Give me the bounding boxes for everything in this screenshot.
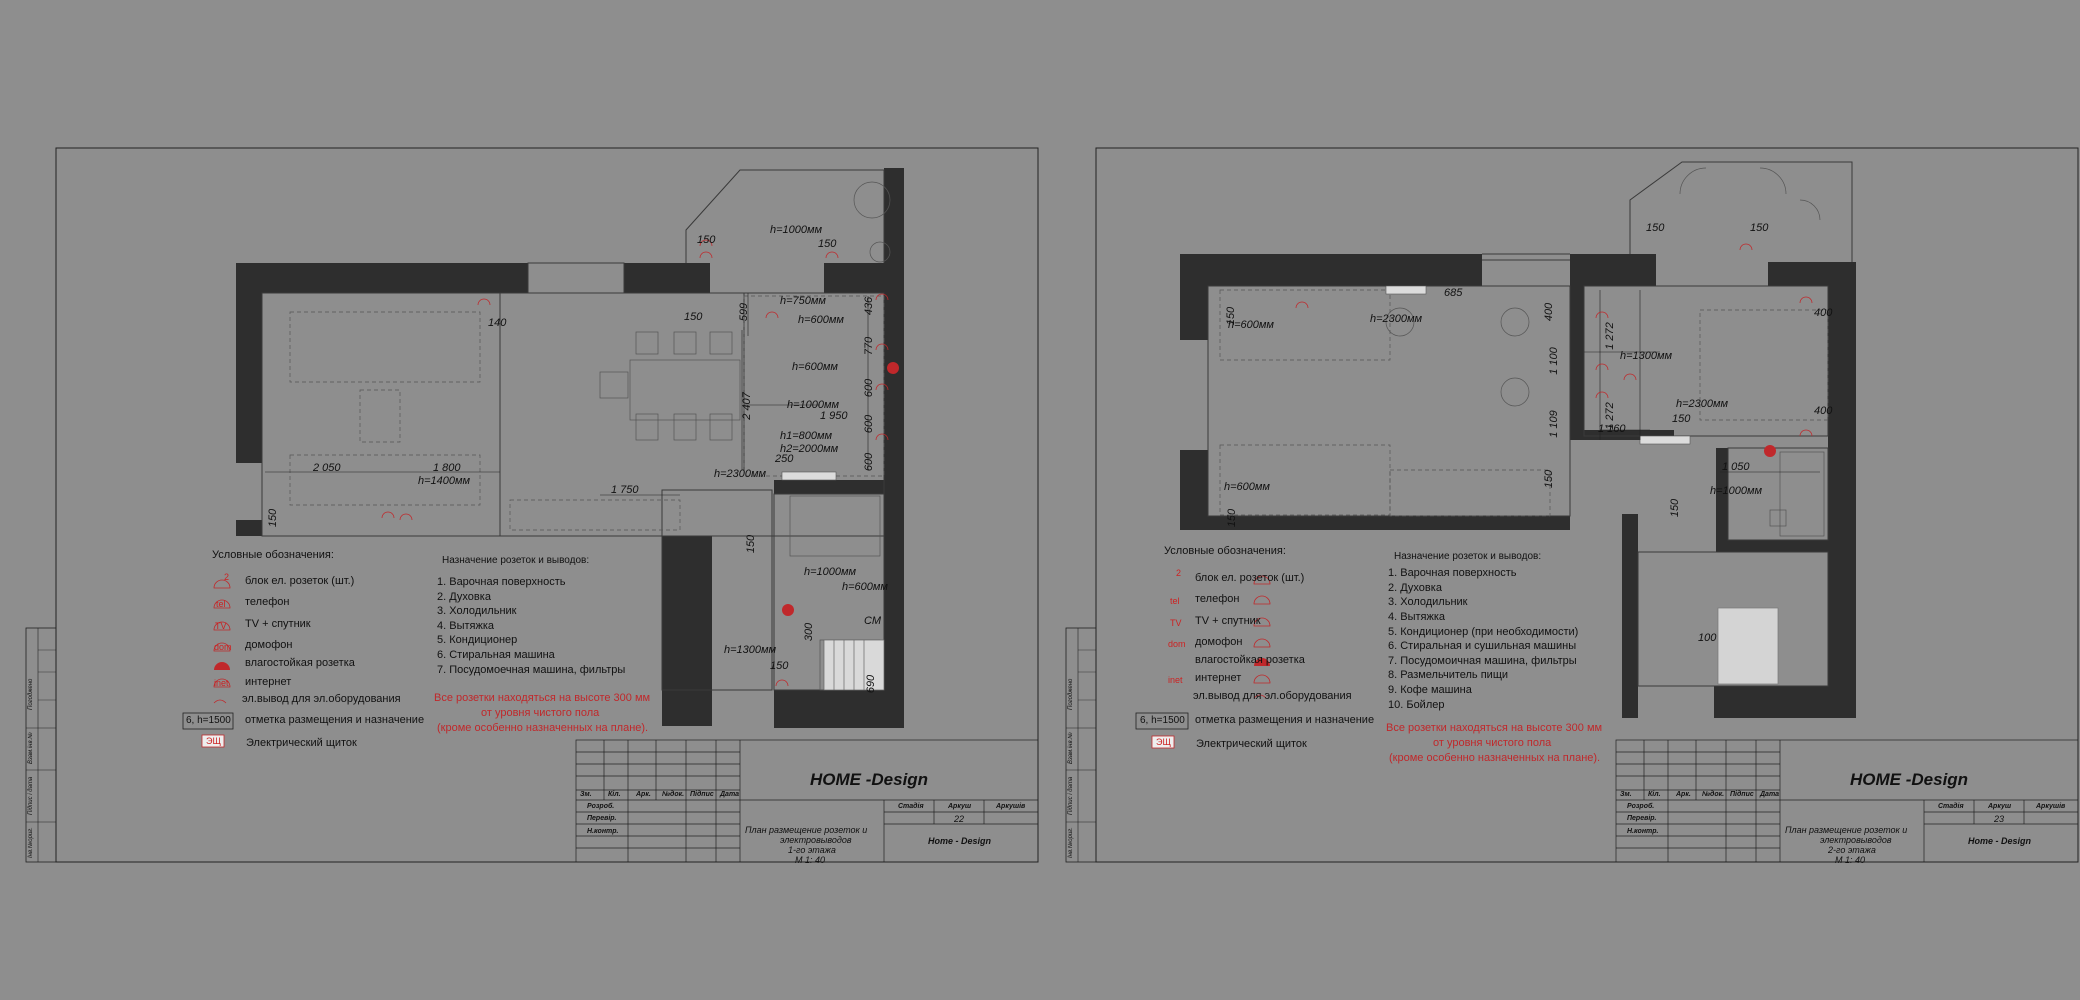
legend-symbol: inet: [1168, 675, 1183, 685]
tb-header: №док.: [662, 791, 685, 798]
dim-label: h=1400мм: [418, 475, 471, 487]
legend-item: влагостойкая розетка: [1195, 654, 1305, 666]
legend-title: Условные обозначения:: [212, 549, 334, 561]
purpose-item: 7. Посудомоечная машина, фильтры: [437, 664, 626, 676]
legend-item: эл.вывод для эл.оборудования: [1193, 690, 1352, 702]
tb-header: Підпис: [690, 791, 714, 798]
dim-label: 400: [1814, 307, 1833, 319]
dim-label: 150: [1672, 413, 1691, 425]
company-name: HOME -Design: [1850, 770, 1969, 789]
legend-symbol: 6, h=1500: [1140, 715, 1185, 726]
dim-label: 150: [267, 508, 280, 528]
dim-label: 1 750: [611, 484, 639, 496]
tb-header: Дата: [1760, 791, 1780, 798]
dim-label: 140: [488, 317, 507, 329]
legend-symbol: TV: [1170, 618, 1182, 628]
dim-label: 150: [745, 534, 758, 554]
dim-label: 150: [684, 311, 703, 323]
side-label: Інв.№ориг.: [1068, 827, 1074, 858]
dim-label: 150: [1669, 498, 1682, 518]
tb-header: Дата: [720, 791, 740, 798]
dim-label: 150: [1225, 306, 1238, 326]
height-note-line: от уровня чистого пола: [1433, 737, 1552, 749]
legend-symbol: inet: [214, 678, 229, 688]
tb-role: Розроб.: [587, 803, 615, 810]
legend-symbol: 6, h=1500: [186, 715, 231, 726]
tb-stage: Аркуш: [1988, 803, 2012, 810]
purpose-item: 1. Варочная поверхность: [437, 576, 566, 588]
purpose-title: Назначение розеток и выводов:: [442, 555, 590, 566]
dim-label: h=2300мм: [714, 468, 767, 480]
legend-symbol: dom: [214, 642, 232, 652]
plan-title-line: План размещение розеток и: [1785, 825, 1908, 835]
dim-label: 600: [863, 414, 876, 434]
dim-label: 150: [770, 660, 789, 672]
legend-item: влагостойкая розетка: [245, 657, 355, 669]
legend-item: блок ел. розеток (шт.): [245, 575, 355, 587]
legend-item: отметка размещения и назначение: [245, 714, 425, 726]
dim-label: 685: [1444, 287, 1463, 299]
purpose-item: 9. Кофе машина: [1388, 684, 1472, 696]
purpose-item: 5. Кондиционер (при необходимости): [1388, 626, 1579, 638]
dim-label: 690: [865, 674, 878, 694]
dim-label: h=1000мм: [804, 566, 857, 578]
plan-title-line: 1-го этажа: [788, 845, 836, 855]
dim-label: 1 050: [1722, 461, 1750, 473]
dim-label: 150: [1750, 222, 1769, 234]
company-small: Home - Design: [928, 836, 992, 846]
purpose-item: 3. Холодильник: [1388, 596, 1468, 608]
legend-item: эл.вывод для эл.оборудования: [242, 693, 401, 705]
legend-symbol: tel: [216, 599, 226, 609]
purpose-item: 3. Холодильник: [437, 605, 517, 617]
dim-label: 1 800: [433, 462, 461, 474]
height-note-line: Все розетки находяться на высоте 300 мм: [1386, 722, 1603, 734]
side-label: Взам.інв.№: [1068, 732, 1074, 764]
dim-label: h=1300мм: [1620, 350, 1673, 362]
purpose-title: Назначение розеток и выводов:: [1394, 551, 1542, 562]
dim-label: 1 272: [1603, 322, 1616, 350]
dim-label: 599: [738, 302, 751, 322]
dim-label: 400: [1543, 302, 1556, 322]
side-label: Інв.№ориг.: [28, 827, 34, 858]
purpose-item: 8. Размельчитель пищи: [1388, 669, 1509, 681]
tb-header: Арк.: [636, 791, 651, 798]
dim-label: 150: [818, 238, 837, 250]
floor-plan-2-drawing: [1040, 0, 2080, 1000]
legend-item: TV + спутник: [245, 618, 311, 630]
legend-symbol: 2: [224, 572, 230, 582]
height-note-line: Все розетки находяться на высоте 300 мм: [434, 692, 651, 704]
tb-stage: Аркушів: [2036, 803, 2066, 810]
dim-label: h=2300мм: [1676, 398, 1729, 410]
tb-stage: Аркуш: [948, 803, 972, 810]
tb-header: №док.: [1702, 791, 1725, 798]
dim-label: 300: [803, 622, 816, 642]
dim-label: 100: [1698, 632, 1717, 644]
dim-label: h1=800мм: [780, 430, 833, 442]
tb-role: Перевір.: [1627, 815, 1657, 822]
purpose-item: 10. Бойлер: [1388, 699, 1445, 711]
purpose-item: 2. Духовка: [1388, 582, 1442, 594]
tb-header: Кіл.: [1648, 791, 1661, 798]
dim-label: СМ: [864, 615, 881, 627]
company-name: HOME -Design: [810, 770, 929, 789]
legend-symbol: tel: [1170, 596, 1180, 606]
dim-label: 150: [1646, 222, 1665, 234]
height-note-line: (кроме особенно назначенных на плане).: [437, 722, 649, 734]
sheet-number: 22: [954, 814, 965, 824]
dim-label: 1 160: [1598, 423, 1626, 435]
legend-symbol: dom: [1168, 639, 1186, 649]
dim-label: h=600мм: [842, 581, 888, 593]
tb-stage: Аркушів: [996, 803, 1026, 810]
dim-label: 1 950: [820, 410, 848, 422]
dim-label: 2 407: [740, 392, 753, 420]
side-label: Погоджено: [28, 678, 34, 710]
purpose-item: 6. Стиральная и сушильная машины: [1388, 640, 1577, 652]
tb-stage: Стадія: [898, 803, 924, 810]
legend-item: Электрический щиток: [246, 737, 357, 749]
sheet-floor-2: [1040, 0, 2080, 1000]
side-label: Підпис і дата: [28, 776, 34, 815]
dim-label: h2=2000мм: [780, 443, 839, 455]
dim-label: 2 050: [313, 462, 341, 474]
dim-label: 600: [863, 378, 876, 398]
legend-item: телефон: [1195, 593, 1240, 605]
dim-label: h=600мм: [798, 314, 844, 326]
tb-header: Зм.: [580, 791, 592, 798]
tb-role: Розроб.: [1627, 803, 1655, 810]
legend-item: домофон: [1195, 636, 1243, 648]
dim-label: 600: [863, 452, 876, 472]
sheet-number: 23: [1994, 814, 2005, 824]
purpose-item: 1. Варочная поверхность: [1388, 567, 1517, 579]
legend-item: интернет: [245, 676, 292, 688]
legend-item: TV + спутник: [1195, 615, 1261, 627]
plan-title-line: электровыводов: [780, 835, 852, 845]
side-label: Підпис і дата: [1068, 776, 1074, 815]
legend-item: блок ел. розеток (шт.): [1195, 572, 1305, 584]
height-note-line: (кроме особенно назначенных на плане).: [1389, 752, 1601, 764]
dim-label: h=600мм: [1224, 481, 1270, 493]
tb-header: Підпис: [1730, 791, 1754, 798]
dim-label: 1 100: [1547, 347, 1560, 375]
purpose-item: 6. Стиральная машина: [437, 649, 555, 661]
legend-item: отметка размещения и назначение: [1195, 714, 1375, 726]
tb-header: Арк.: [1676, 791, 1691, 798]
purpose-item: 2. Духовка: [437, 591, 491, 603]
tb-header: Кіл.: [608, 791, 621, 798]
plan-title-line: План размещение розеток и: [745, 825, 868, 835]
tb-header: Зм.: [1620, 791, 1632, 798]
legend-item: домофон: [245, 639, 293, 651]
dim-label: h=600мм: [1228, 319, 1274, 331]
tb-role: Перевір.: [587, 815, 617, 822]
dim-label: 150: [1226, 508, 1239, 528]
dim-label: h=750мм: [780, 295, 826, 307]
purpose-item: 4. Вытяжка: [437, 620, 494, 632]
plan-title-line: электровыводов: [1820, 835, 1892, 845]
dim-label: 1 109: [1547, 410, 1560, 438]
purpose-item: 5. Кондиционер: [437, 634, 518, 646]
plan-title-line: 2-го этажа: [1828, 845, 1876, 855]
legend-symbol: ЭЩ: [1156, 737, 1171, 747]
tb-stage: Стадія: [1938, 803, 1964, 810]
legend-symbol: ЭЩ: [206, 736, 221, 746]
purpose-item: 7. Посудомоичная машина, фильтры: [1388, 655, 1577, 667]
legend-item: интернет: [1195, 672, 1242, 684]
legend-item: телефон: [245, 596, 290, 608]
dim-label: h=1000мм: [787, 399, 840, 411]
plan-title-line: М 1: 40: [1835, 855, 1866, 865]
height-note-line: от уровня чистого пола: [481, 707, 600, 719]
dim-label: 150: [1543, 469, 1556, 489]
legend-item: Электрический щиток: [1196, 738, 1307, 750]
tb-role: Н.контр.: [587, 828, 619, 835]
dim-label: 1 272: [1603, 402, 1616, 430]
legend-symbol: TV: [215, 621, 227, 631]
tb-role: Н.контр.: [1627, 828, 1659, 835]
dim-label: h=1000мм: [1710, 485, 1763, 497]
legend-title: Условные обозначения:: [1164, 545, 1286, 557]
side-label: Погоджено: [1068, 678, 1074, 710]
plan-title-line: М 1: 40: [795, 855, 826, 865]
legend-symbol: 2: [1176, 568, 1182, 578]
dim-label: 400: [1814, 405, 1833, 417]
side-label: Взам.інв.№: [28, 732, 34, 764]
dim-label: 150: [697, 234, 716, 246]
purpose-item: 4. Вытяжка: [1388, 611, 1445, 623]
dim-label: 770: [863, 336, 876, 356]
dim-label: h=1300мм: [724, 644, 777, 656]
dim-label: 250: [775, 453, 794, 465]
dim-label: 436: [863, 296, 876, 316]
dim-label: h=2300мм: [1370, 313, 1423, 325]
company-small: Home - Design: [1968, 836, 2032, 846]
dim-label: h=600мм: [792, 361, 838, 373]
dim-label: h=1000мм: [770, 224, 823, 236]
